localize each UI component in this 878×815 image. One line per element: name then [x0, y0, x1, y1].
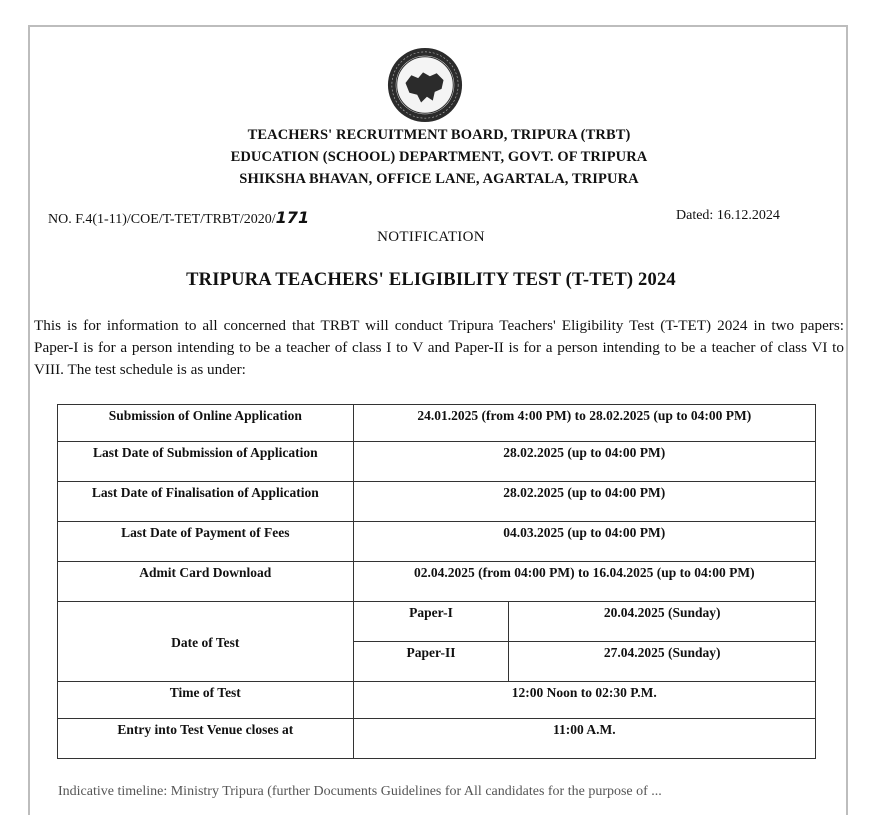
- row-label: Admit Card Download: [58, 562, 354, 602]
- row-value: 28.02.2025 (up to 04:00 PM): [353, 482, 815, 522]
- table-row: [58, 602, 816, 642]
- paper-date: 27.04.2025 (Sunday): [509, 642, 816, 682]
- row-label: Last Date of Submission of Application: [58, 442, 354, 482]
- row-value: 28.02.2025 (up to 04:00 PM): [353, 442, 815, 482]
- row-label: Entry into Test Venue closes at: [58, 719, 354, 759]
- reference-number-text: NO. F.4(1-11)/COE/T-TET/TRBT/2020/: [48, 212, 276, 227]
- notice-title: TRIPURA TEACHERS' ELIGIBILITY TEST (T-TET) 2024: [186, 270, 676, 290]
- notification-label: NOTIFICATION: [377, 229, 485, 245]
- table-row: [58, 442, 816, 482]
- row-label: Time of Test: [58, 682, 354, 719]
- table-row: [58, 719, 816, 759]
- row-label: Last Date of Payment of Fees: [58, 522, 354, 562]
- row-value: 11:00 A.M.: [353, 719, 815, 759]
- cut-off-text: Indicative timeline: Ministry Tripura (further Documents Guidelines for All candidates for the purpose of ...: [58, 784, 662, 799]
- table-row: [58, 562, 816, 602]
- letterhead: [0, 124, 878, 190]
- paper-label: Paper-II: [353, 642, 509, 682]
- table-row: [58, 405, 816, 442]
- row-label: Last Date of Finalisation of Application: [58, 482, 354, 522]
- row-value: 04.03.2025 (up to 04:00 PM): [353, 522, 815, 562]
- trbt-seal-icon: [386, 46, 464, 124]
- paper-date: 20.04.2025 (Sunday): [509, 602, 816, 642]
- row-value: 02.04.2025 (from 04:00 PM) to 16.04.2025 (up to 04:00 PM): [353, 562, 815, 602]
- row-label: Date of Test: [58, 602, 354, 682]
- department-name: EDUCATION (SCHOOL) DEPARTMENT, GOVT. OF TRIPURA: [230, 149, 648, 165]
- office-address: SHIKSHA BHAVAN, OFFICE LANE, AGARTALA, TRIPURA: [239, 171, 639, 187]
- date-line: Dated: 16.12.2024: [676, 208, 780, 223]
- board-name: TEACHERS' RECRUITMENT BOARD, TRIPURA (TRBT): [247, 127, 631, 143]
- row-value: 24.01.2025 (from 4:00 PM) to 28.02.2025 (up to 04:00 PM): [353, 405, 815, 442]
- table-row: [58, 522, 816, 562]
- row-value: 12:00 Noon to 02:30 P.M.: [353, 682, 815, 719]
- handwritten-number: 171: [275, 208, 310, 227]
- table-row: [58, 682, 816, 719]
- row-label: Submission of Online Application: [58, 405, 354, 442]
- table-row: [58, 482, 816, 522]
- paper-label: Paper-I: [353, 602, 509, 642]
- reference-number: [48, 208, 309, 228]
- schedule-table: [57, 404, 816, 759]
- intro-paragraph: This is for information to all concerned that TRBT will conduct Tripura Teachers' Eligibility Test (T-TET) 2024 in two papers: Paper-I is for a person intending to be a teacher of class I to V and Paper-II is for a person intending to be a teacher of class VI to VIII. The test schedule is as under:: [34, 317, 844, 378]
